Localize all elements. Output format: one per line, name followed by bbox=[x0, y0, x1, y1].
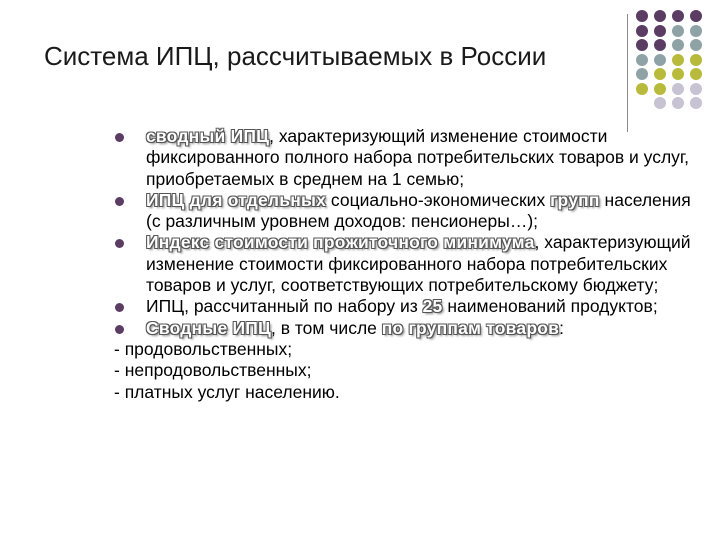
sub-list-item: - платных услуг населению. bbox=[114, 381, 340, 402]
sub-list-item: - непродовольственных; bbox=[114, 360, 312, 381]
decorative-dot bbox=[654, 25, 666, 37]
highlight-term: групп bbox=[550, 189, 600, 210]
list-item bbox=[118, 318, 698, 339]
decorative-dot bbox=[654, 54, 666, 66]
list-item-text: , характеризующий изменение стоимости фиксированного набора потребительских товаров и услуг, соответствующих потребительскому бюджету; bbox=[146, 232, 691, 296]
decorative-dot bbox=[690, 10, 702, 22]
decorative-dot bbox=[654, 39, 666, 51]
decorative-dot bbox=[636, 68, 648, 80]
decorative-dot bbox=[636, 39, 648, 51]
highlight-term: 25 bbox=[422, 296, 443, 317]
decorative-dot bbox=[672, 39, 684, 51]
list-item bbox=[118, 232, 698, 296]
decorative-dot bbox=[690, 97, 702, 109]
highlight-term: по группам товаров bbox=[381, 317, 560, 338]
decorative-dot bbox=[636, 25, 648, 37]
list-item-text: : bbox=[559, 317, 564, 338]
list-item bbox=[118, 190, 698, 233]
decorative-dot bbox=[654, 83, 666, 95]
decorative-dot bbox=[654, 68, 666, 80]
decorative-dot bbox=[636, 10, 648, 22]
decorative-dot bbox=[636, 54, 648, 66]
highlight-term: Сводные ИПЦ bbox=[146, 317, 271, 338]
list-item-text: , характеризующий изменение стоимости фиксированного полного набора потребительских товаров и услуг, приобретаемых в среднем на 1 семью; bbox=[146, 126, 690, 189]
decorative-dot bbox=[672, 68, 684, 80]
bullet-icon bbox=[115, 303, 124, 312]
decorative-dot bbox=[672, 10, 684, 22]
decorative-dot bbox=[672, 54, 684, 66]
bullet-icon bbox=[115, 133, 124, 142]
decorative-dot bbox=[690, 83, 702, 95]
decorative-dot bbox=[690, 68, 702, 80]
list-item-text: социально-экономических bbox=[326, 189, 551, 210]
decorative-dot bbox=[636, 83, 648, 95]
list-item-text: ИПЦ, рассчитанный по набору из bbox=[146, 296, 423, 317]
bullet-icon bbox=[115, 239, 124, 248]
list-item bbox=[118, 126, 698, 190]
highlight-term: ИПЦ для отдельных bbox=[146, 189, 327, 210]
list-item-text: , в том числе bbox=[270, 317, 382, 338]
decorative-dot bbox=[690, 25, 702, 37]
decorative-dot bbox=[654, 10, 666, 22]
list-item-text: населения (с различным уровнем доходов: пенсионеры…); bbox=[146, 189, 691, 232]
decorative-dot-grid bbox=[636, 10, 712, 116]
decorative-dot bbox=[672, 97, 684, 109]
bullet-icon bbox=[115, 325, 124, 334]
highlight-term: сводный ИПЦ bbox=[146, 126, 270, 146]
bullet-list bbox=[114, 126, 698, 403]
decorative-divider bbox=[627, 14, 628, 132]
list-item-text: наименований продуктов; bbox=[442, 296, 658, 317]
bullet-icon bbox=[115, 197, 124, 206]
decorative-dot bbox=[672, 83, 684, 95]
sub-list-item: - продовольственных; bbox=[114, 338, 293, 359]
slide-title: Система ИПЦ, рассчитываемых в России bbox=[44, 41, 547, 71]
decorative-dot bbox=[672, 25, 684, 37]
decorative-dot bbox=[654, 97, 666, 109]
highlight-term: Индекс стоимости прожиточного минимума bbox=[146, 232, 535, 253]
decorative-dot bbox=[690, 54, 702, 66]
decorative-dot bbox=[690, 39, 702, 51]
list-item bbox=[118, 296, 698, 317]
